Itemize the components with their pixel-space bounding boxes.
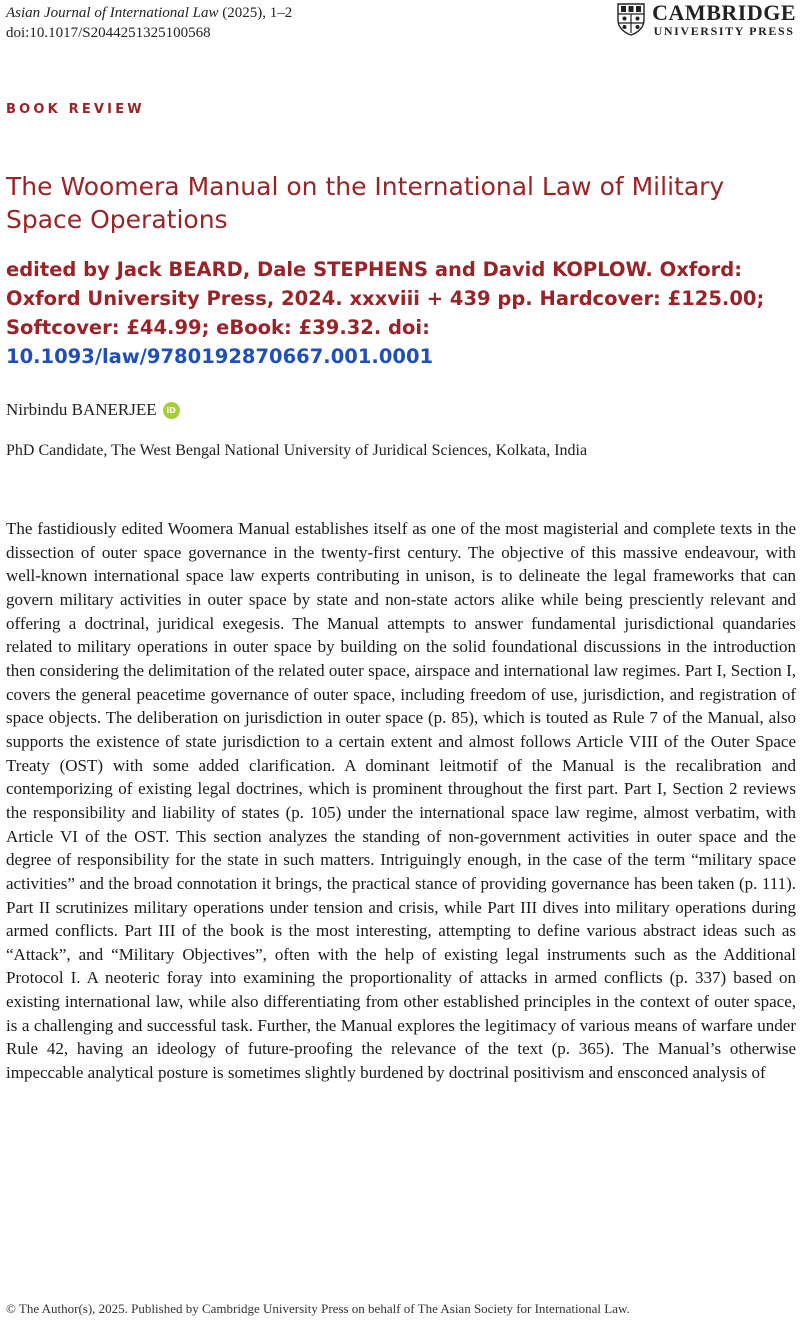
author-affiliation: PhD Candidate, The West Bengal National University of Juridical Sciences, Kolkata, India — [6, 442, 588, 459]
book-doi-link[interactable]: 10.1093/law/9780192870667.001.0001 — [6, 345, 434, 368]
journal-header — [6, 3, 292, 43]
book-details — [6, 255, 796, 371]
journal-doi: doi:10.1017/S2044251325100568 — [6, 25, 211, 41]
copyright-footer: © The Author(s), 2025. Published by Cambridge University Press on behalf of The Asian Society for International Law. — [6, 1301, 630, 1316]
journal-name: Asian Journal of International Law — [6, 5, 219, 21]
orcid-icon[interactable]: iD — [163, 402, 180, 419]
review-body: The fastidiously edited Woomera Manual establishes itself as one of the most magisterial and complete texts in the dissection of outer space governance in the twenty-first century. The objective of this massive endeavour, with well-known international space law experts contributing in unison, is to delineate the legal frameworks that can govern military activities in outer space by state and non-state actors alike while being presciently relevant and offering a doctrinal, juridical exegesis. The Manual attempts to answer fundamental jurisdictional quandaries related to military operations in outer space by building on the solid foundational discussions in the introduction then considering the delimitation of the related outer space, airspace and international law regimes. Part I, Section I, covers the general peacetime governance of outer space, including freedom of use, jurisdiction, and registration of space objects. The deliberation on jurisdiction in outer space (p. 85), which is touted as Rule 7 of the Manual, also supports the existence of state jurisdiction to a certain extent and almost follows Article VIII of the Outer Space Treaty (OST) with some added clarification. A dominant leitmotif of the Manual is the recalibration and contemporizing of existing legal doctrines, which is prominent throughout the first part. Part I, Section 2 reviews the responsibility and liability of states (p. 105) under the international space law regime, almost verbatim, with Article VI of the OST. This section analyzes the standing of non-government activities in outer space and the degree of responsibility for the state in such matters. Intriguingly enough, in the case of the term “military space activities” and the broad connotation it brings, the practical stance of providing governance has been taken (p. 111). Part II scrutinizes military operations under tension and crisis, while Part III dives into military operations during armed conflicts. Part III of the book is the most interesting, attempting to define various abstract ideas such as “Attack”, and “Military Objectives”, often with the help of existing legal instruments such as the Additional Protocol I. A neoteric foray into examining the proportionality of attacks in armed conflicts (p. 337) based on existing international law, while also differentiating from other established principles in the context of outer space, is a challenging and successful task. Further, the Manual explores the legitimacy of various means of warfare under Rule 42, having an ideology of future-proofing the relevance of the text (p. 365). The Manual’s otherwise impeccable analytical posture is sometimes slightly burdened by doctrinal positivism and ensconced analysis of — [6, 519, 796, 1083]
journal-citation — [6, 3, 292, 23]
publisher-wordmark — [652, 2, 796, 38]
publisher-subname: UNIVERSITY PRESS — [653, 24, 795, 38]
journal-year-pages: (2025), 1–2 — [218, 5, 293, 21]
author — [6, 400, 180, 420]
section-label: BOOK REVIEW — [6, 102, 145, 117]
author-name: Nirbindu BANERJEE — [6, 400, 157, 419]
publisher-name: CAMBRIDGE — [652, 0, 796, 25]
cambridge-crest-icon — [616, 2, 646, 36]
book-details-text: edited by Jack BEARD, Dale STEPHENS and David KOPLOW. Oxford: Oxford University Press, 2024. xxxviii + 439 pp. Hardcover: £125.00; Softcover: £44.99; eBook: £39.32. doi: — [6, 258, 765, 339]
article-title: The Woomera Manual on the International Law of Military Space Operations — [6, 172, 725, 234]
publisher-logo — [616, 2, 796, 38]
